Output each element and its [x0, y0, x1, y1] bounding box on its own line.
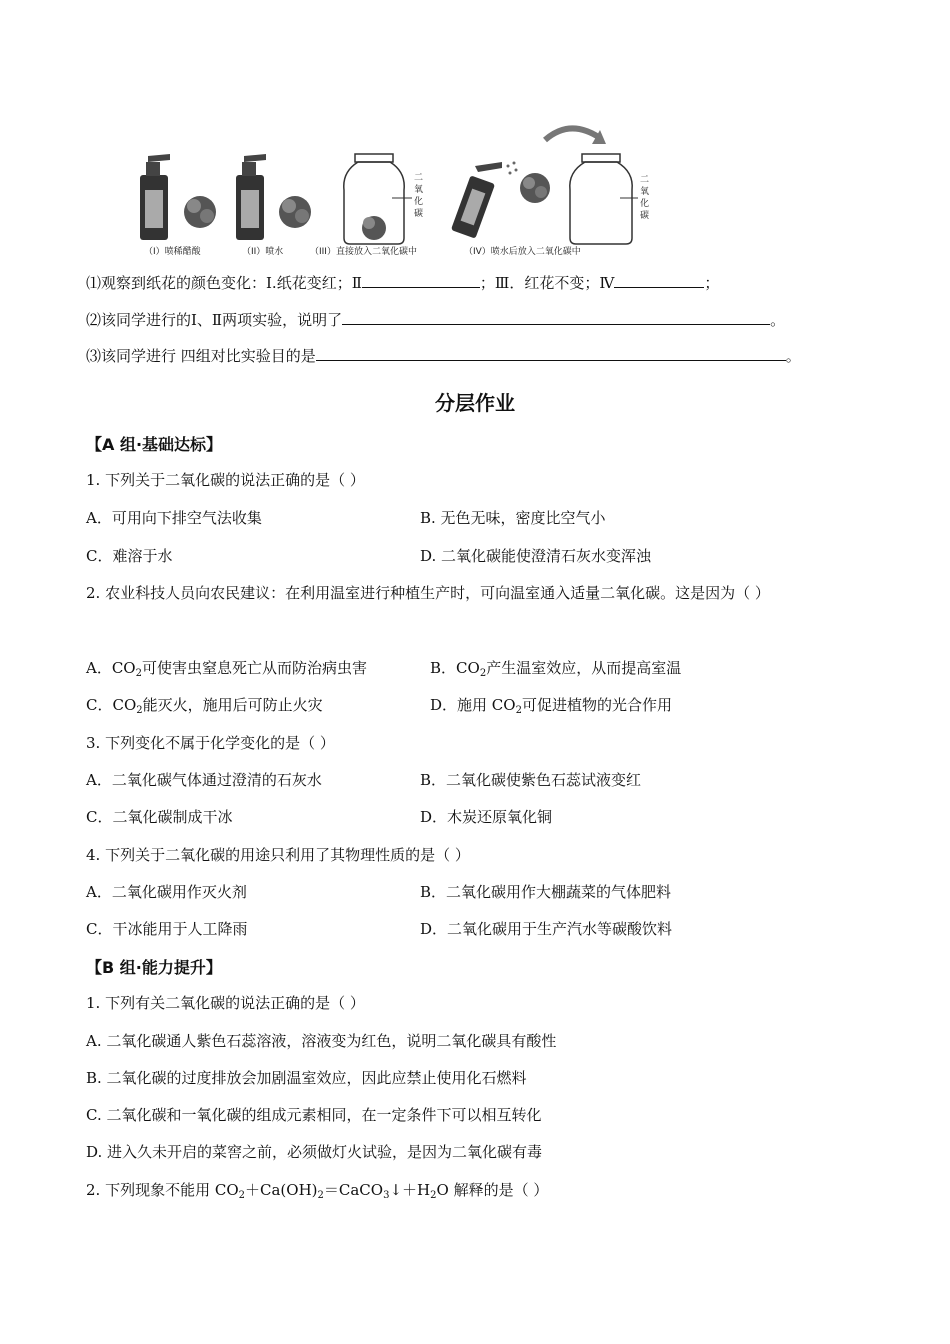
spray-bottle-1-icon [140, 154, 170, 240]
jar1-label-char: 二 [414, 173, 424, 183]
a-q1-option-a: A．可用向下排空气法收集 [86, 509, 262, 527]
b-q2-stem: 2. 下列现象不能用 $CO_2+Ca(OH)_2=CaCO_3↓+H_2O$ 解释的是（ ） [86, 1181, 549, 1201]
a-q3-option-d: D．木炭还原氧化铜 [420, 808, 553, 826]
answer-blank[interactable] [614, 273, 704, 288]
a-q3-option-a: A．二氧化碳气体通过澄清的石灰水 [86, 771, 322, 789]
jar2-label-char: 二 [640, 175, 650, 185]
answer-blank[interactable] [342, 310, 770, 325]
svg-text:化: 化 [414, 197, 424, 207]
a-q4-stem: 4. 下列关于二氧化碳的用途只利用了其物理性质的是（ ） [86, 846, 470, 864]
svg-text:氧: 氧 [640, 187, 650, 197]
a-q1-stem: 1. 下列关于二氧化碳的说法正确的是（ ） [86, 471, 365, 489]
b-q1-option-a: A. 二氧化碳通人紫色石蕊溶液，溶液变为红色，说明二氧化碳具有酸性 [86, 1032, 557, 1050]
exp-question-3: ⑶该同学进行 四组对比实验目的是 。 [86, 347, 801, 365]
caption-1: （I）喷稀醋酸 [144, 247, 201, 257]
answer-blank[interactable] [362, 273, 480, 288]
answer-blank[interactable] [316, 346, 786, 361]
a-q2-option-c: C．$CO_2$能灭火，施用后可防止火灾 [86, 696, 323, 716]
a-q4-option-c: C．干冰能用于人工降雨 [86, 920, 248, 938]
spray-bottle-3-icon [451, 162, 518, 239]
exp-question-2: ⑵该同学进行的Ⅰ、Ⅱ两项实验，说明了 。 [86, 311, 786, 329]
caption-4: （IV）喷水后放入二氧化碳中 [464, 247, 581, 257]
a-q4-option-d: D．二氧化碳用于生产汽水等碳酸饮料 [420, 920, 673, 938]
b-q1-stem: 1. 下列有关二氧化碳的说法正确的是（ ） [86, 994, 365, 1012]
svg-text:碳: 碳 [414, 209, 424, 219]
a-q4-option-b: B．二氧化碳用作大棚蔬菜的气体肥料 [420, 883, 672, 901]
gas-jar-1-icon [344, 154, 412, 244]
b-q1-option-b: B. 二氧化碳的过度排放会加剧温室效应，因此应禁止使用化石燃料 [86, 1069, 527, 1087]
spray-bottle-2-icon [236, 154, 266, 240]
section-title: 分层作业 [435, 391, 515, 415]
paper-flower-1-icon [184, 196, 216, 228]
caption-3: （III）直接放入二氧化碳中 [310, 247, 417, 257]
a-q2-option-a: A．$CO_2$可使害虫窒息死亡从而防治病虫害 [86, 659, 367, 679]
svg-text:化: 化 [640, 199, 650, 209]
a-q2-stem: 2. 农业科技人员向农民建议：在利用温室进行种植生产时，可向温室通入适量二氧化碳。这是因为（ ） [86, 584, 770, 602]
svg-text:碳: 碳 [640, 211, 650, 221]
group-a-title: 【A 组·基础达标】 [86, 435, 223, 454]
paper-flower-3-icon [520, 173, 550, 203]
a-q3-option-b: B．二氧化碳使紫色石蕊试液变红 [420, 771, 642, 789]
b-q1-option-c: C. 二氧化碳和一氧化碳的组成元素相同，在一定条件下可以相互转化 [86, 1106, 542, 1124]
a-q2-option-b: B．$CO_2$产生温室效应，从而提高室温 [430, 659, 682, 679]
a-q3-option-c: C．二氧化碳制成干冰 [86, 808, 233, 826]
caption-2: （II）喷水 [242, 247, 284, 257]
a-q2-option-d: D．施用 $CO_2$可促进植物的光合作用 [430, 696, 672, 716]
curved-arrow-icon [545, 128, 600, 140]
a-q1-option-d: D. 二氧化碳能使澄清石灰水变浑浊 [420, 547, 652, 565]
a-q1-option-b: B. 无色无味，密度比空气小 [420, 509, 606, 527]
a-q4-option-a: A．二氧化碳用作灭火剂 [86, 883, 247, 901]
a-q3-stem: 3. 下列变化不属于化学变化的是（ ） [86, 734, 335, 752]
b-q1-option-d: D. 进入久未开启的菜窖之前，必须做灯火试验，是因为二氧化碳有毒 [86, 1143, 543, 1161]
group-b-title: 【B 组·能力提升】 [86, 958, 222, 977]
paper-flower-2-icon [279, 196, 311, 228]
gas-jar-2-icon [570, 154, 638, 244]
svg-text:氧: 氧 [414, 185, 424, 195]
a-q1-option-c: C．难溶于水 [86, 547, 173, 565]
experiment-figure [130, 120, 660, 260]
exp-question-1: ⑴观察到纸花的颜色变化：Ⅰ.纸花变红；Ⅱ ；Ⅲ．红花不变；Ⅳ ； [86, 274, 720, 292]
